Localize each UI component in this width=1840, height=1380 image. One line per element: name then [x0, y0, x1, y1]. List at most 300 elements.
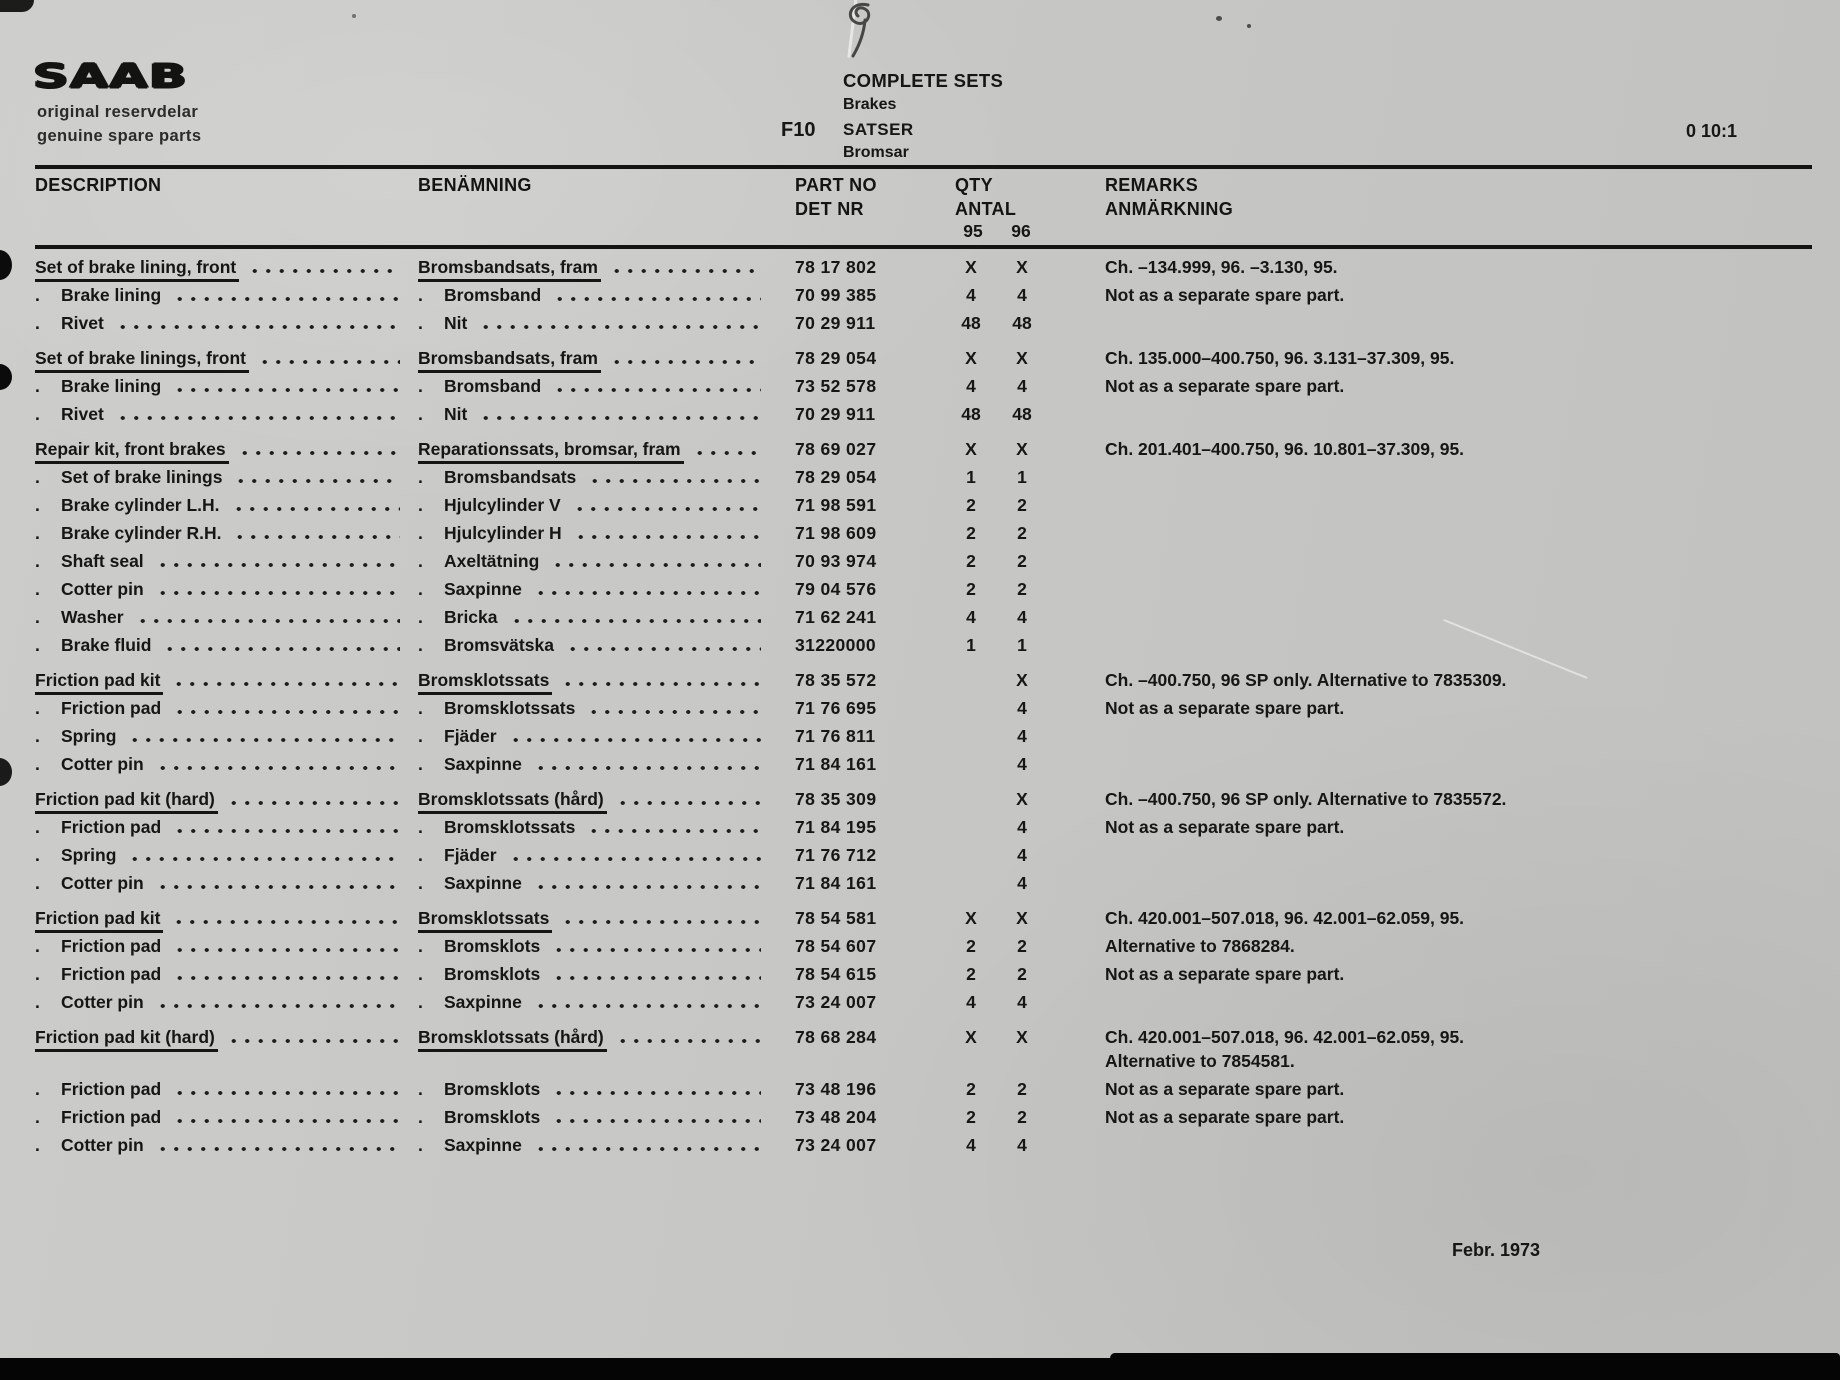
remark-text: Ch. 135.000–400.750, 96. 3.131–37.309, 95.: [1105, 348, 1455, 368]
description-label: Friction pad: [61, 817, 162, 837]
part-row: [35, 579, 1807, 599]
row-bullet: .: [35, 873, 40, 893]
benamning-cell: [418, 313, 795, 333]
part-row: [35, 845, 1807, 865]
dot-leader: [163, 647, 400, 652]
kit-row: [35, 908, 1807, 928]
part-row: [35, 992, 1807, 1012]
benamning-label: Hjulcylinder H: [444, 523, 562, 543]
dot-leader: [573, 507, 761, 512]
benamning-cell: [418, 817, 795, 837]
dot-leader: [116, 325, 400, 330]
description-label: Friction pad: [61, 1079, 162, 1099]
qty-96-value: X: [1016, 670, 1028, 690]
remark-cell: [1105, 908, 1807, 928]
benamning-label: Saxpinne: [444, 873, 522, 893]
qty-96-value: 2: [1017, 495, 1027, 515]
benamning-cell: [418, 789, 795, 809]
description-label: Friction pad kit (hard): [35, 789, 215, 809]
description-label: Cotter pin: [61, 873, 144, 893]
scan-speck: [1247, 24, 1251, 28]
part-number: 78 68 284: [795, 1027, 877, 1047]
benamning-cell: [418, 698, 795, 718]
qty-96-value: 4: [1017, 698, 1027, 718]
description-cell: [35, 607, 418, 627]
column-header-benamning: BENÄMNING: [418, 175, 532, 195]
column-header-qty: [955, 173, 1016, 221]
part-row: [35, 607, 1807, 627]
dot-leader: [173, 297, 400, 302]
benamning-label: Saxpinne: [444, 992, 522, 1012]
page-reference: 0 10:1: [1686, 121, 1738, 141]
part-number: 78 17 802: [795, 257, 877, 277]
description-label: Friction pad: [61, 936, 162, 956]
part-row: [35, 817, 1807, 837]
dot-leader: [534, 766, 761, 771]
dot-leader: [173, 1119, 400, 1124]
benamning-cell: [418, 376, 795, 396]
dot-leader: [227, 1039, 400, 1044]
remark-text: Not as a separate spare part.: [1105, 1079, 1345, 1099]
qty-96-value: 4: [1017, 817, 1027, 837]
benamning-cell: [418, 551, 795, 571]
dot-leader: [561, 682, 761, 687]
dot-leader: [534, 1147, 761, 1152]
benamning-cell: [418, 348, 795, 368]
page-title-sv: SATSER: [843, 120, 914, 139]
qty-line1: QTY: [955, 175, 993, 195]
description-cell: [35, 348, 418, 368]
row-bullet: .: [418, 1107, 423, 1127]
dot-leader: [693, 451, 761, 456]
dot-leader: [610, 360, 761, 365]
benamning-label: Bromsklotssats (hård): [418, 1027, 604, 1047]
benamning-label: Bromsklotssats: [444, 817, 576, 837]
dot-leader: [509, 738, 761, 743]
dot-leader: [552, 976, 761, 981]
benamning-cell: [418, 964, 795, 984]
dot-leader: [616, 1039, 761, 1044]
dot-leader: [553, 388, 761, 393]
description-label: Rivet: [61, 404, 104, 424]
description-cell: [35, 845, 418, 865]
qty-96-value: 4: [1017, 607, 1027, 627]
description-cell: [35, 908, 418, 928]
remark-text: Alternative to 7868284.: [1105, 936, 1295, 956]
part-number: 73 52 578: [795, 376, 877, 396]
description-label: Set of brake linings: [61, 467, 223, 487]
part-row: [35, 551, 1807, 571]
page-subtitle-en: Brakes: [843, 96, 897, 113]
part-number: 73 24 007: [795, 992, 877, 1012]
parts-group: [35, 908, 1807, 1012]
dot-leader: [534, 885, 761, 890]
part-number: 70 29 911: [795, 404, 876, 424]
qty-96-value: 4: [1017, 992, 1027, 1012]
qty-line2: ANTAL: [955, 199, 1017, 219]
dot-leader: [234, 479, 400, 484]
benamning-label: Fjäder: [444, 845, 497, 865]
description-label: Washer: [61, 607, 124, 627]
part-row: [35, 523, 1807, 543]
dot-leader: [173, 388, 400, 393]
remark-cell: [1105, 1027, 1807, 1071]
benamning-cell: [418, 439, 795, 459]
column-header-description: DESCRIPTION: [35, 175, 162, 195]
row-bullet: .: [35, 698, 40, 718]
dot-leader: [227, 801, 400, 806]
qty-96-value: 4: [1017, 1135, 1027, 1155]
row-bullet: .: [35, 1079, 40, 1099]
row-bullet: .: [418, 551, 423, 571]
qty-96-value: 2: [1017, 523, 1027, 543]
benamning-label: Nit: [444, 404, 468, 424]
row-bullet: .: [35, 845, 40, 865]
remark-cell: [1105, 670, 1807, 690]
publication-date: Febr. 1973: [1452, 1240, 1541, 1260]
kit-row: [35, 789, 1807, 809]
part-row: [35, 726, 1807, 746]
row-bullet: .: [418, 467, 423, 487]
part-row: [35, 313, 1807, 333]
part-no-line2: DET NR: [795, 199, 864, 219]
qty-96-value: 48: [1012, 404, 1032, 424]
parts-group: [35, 789, 1807, 893]
qty-96-value: X: [1016, 789, 1028, 809]
row-bullet: .: [418, 698, 423, 718]
qty-95-value: 2: [966, 1079, 976, 1099]
description-label: Repair kit, front brakes: [35, 439, 226, 459]
dot-leader: [479, 416, 761, 421]
dot-leader: [616, 801, 761, 806]
part-row: [35, 376, 1807, 396]
row-bullet: .: [35, 376, 40, 396]
dot-leader: [173, 710, 400, 715]
dot-leader: [588, 479, 761, 484]
dot-leader: [566, 647, 761, 652]
part-number: 78 54 615: [795, 964, 877, 984]
qty-col-96: 96: [1011, 221, 1031, 241]
description-label: Friction pad kit (hard): [35, 1027, 215, 1047]
benamning-cell: [418, 404, 795, 424]
part-row: [35, 873, 1807, 893]
part-no-line1: PART NO: [795, 175, 877, 195]
remark-cell: [1105, 1079, 1807, 1099]
benamning-label: Bromsklots: [444, 964, 541, 984]
qty-96-value: 2: [1017, 964, 1027, 984]
benamning-cell: [418, 908, 795, 928]
description-label: Friction pad kit: [35, 670, 161, 690]
dot-leader: [553, 297, 761, 302]
part-number: 73 24 007: [795, 1135, 877, 1155]
qty-95-value: 1: [966, 467, 976, 487]
remark-cell: [1105, 698, 1807, 718]
remark-text: Not as a separate spare part.: [1105, 964, 1345, 984]
row-bullet: .: [418, 404, 423, 424]
scan-corner-mark: [0, 0, 34, 12]
row-bullet: .: [418, 873, 423, 893]
part-row: [35, 1079, 1807, 1099]
remark-text: Ch. 420.001–507.018, 96. 42.001–62.059, 95.: [1105, 908, 1465, 928]
remark-cell: [1105, 439, 1807, 459]
description-cell: [35, 873, 418, 893]
benamning-label: Fjäder: [444, 726, 497, 746]
part-row: [35, 754, 1807, 774]
qty-96-value: 1: [1017, 635, 1027, 655]
description-label: Brake cylinder R.H.: [61, 523, 222, 543]
remark-cell: [1105, 348, 1807, 368]
part-number: 70 93 974: [795, 551, 877, 571]
part-number: 73 48 204: [795, 1107, 877, 1127]
part-row: [35, 495, 1807, 515]
qty-96-value: X: [1016, 348, 1028, 368]
part-number: 71 76 695: [795, 698, 877, 718]
part-number: 78 69 027: [795, 439, 877, 459]
row-bullet: .: [418, 754, 423, 774]
description-label: Brake cylinder L.H.: [61, 495, 220, 515]
benamning-cell: [418, 726, 795, 746]
row-bullet: .: [418, 726, 423, 746]
remark-cell: [1105, 964, 1807, 984]
dot-leader: [156, 1147, 400, 1152]
qty-year-columns: [952, 221, 1046, 242]
qty-95-value: 2: [966, 936, 976, 956]
dot-leader: [232, 507, 400, 512]
row-bullet: .: [35, 964, 40, 984]
qty-95-value: 1: [966, 635, 976, 655]
description-cell: [35, 439, 418, 459]
qty-95-value: 2: [966, 495, 976, 515]
row-bullet: .: [35, 635, 40, 655]
dot-leader: [552, 1119, 761, 1124]
qty-96-value: 4: [1017, 754, 1027, 774]
remarks-line1: REMARKS: [1105, 175, 1199, 195]
kit-row: [35, 439, 1807, 459]
scan-speck: [352, 14, 356, 18]
part-number: 78 35 309: [795, 789, 877, 809]
qty-95-value: 4: [966, 607, 976, 627]
parts-group: [35, 1027, 1807, 1155]
description-cell: [35, 936, 418, 956]
description-cell: [35, 670, 418, 690]
benamning-cell: [418, 1079, 795, 1099]
dot-leader: [587, 710, 761, 715]
qty-96-value: 4: [1017, 845, 1027, 865]
benamning-label: Bromsbandsats, fram: [418, 348, 598, 368]
description-label: Cotter pin: [61, 754, 144, 774]
description-cell: [35, 789, 418, 809]
benamning-label: Hjulcylinder V: [444, 495, 561, 515]
remark-text: Not as a separate spare part.: [1105, 376, 1345, 396]
dot-leader: [552, 948, 761, 953]
part-row: [35, 1107, 1807, 1127]
qty-95-value: 2: [966, 579, 976, 599]
row-bullet: .: [35, 607, 40, 627]
description-cell: [35, 817, 418, 837]
dot-leader: [172, 920, 400, 925]
description-cell: [35, 285, 418, 305]
dot-leader: [156, 766, 400, 771]
description-cell: [35, 523, 418, 543]
benamning-label: Bricka: [444, 607, 498, 627]
parts-group: [35, 670, 1807, 774]
header-rule: [35, 165, 1812, 169]
description-label: Friction pad kit: [35, 908, 161, 928]
remark-cell: [1105, 257, 1807, 277]
description-label: Spring: [61, 845, 117, 865]
kit-row: [35, 257, 1807, 277]
description-label: Brake fluid: [61, 635, 152, 655]
punch-hole-shadow: [0, 364, 12, 390]
row-bullet: .: [418, 936, 423, 956]
page-subtitle-sv: Bromsar: [843, 144, 909, 161]
dot-leader: [116, 416, 400, 421]
qty-96-value: 4: [1017, 873, 1027, 893]
benamning-cell: [418, 579, 795, 599]
row-bullet: .: [35, 726, 40, 746]
row-bullet: .: [418, 313, 423, 333]
row-bullet: .: [35, 936, 40, 956]
qty-96-value: 4: [1017, 285, 1027, 305]
dot-leader: [510, 619, 761, 624]
benamning-label: Bromsklotssats (hård): [418, 789, 604, 809]
kit-row: [35, 348, 1807, 368]
qty-95-value: 2: [966, 1107, 976, 1127]
row-bullet: .: [418, 285, 423, 305]
dot-leader: [233, 535, 400, 540]
benamning-label: Bromsklots: [444, 1079, 541, 1099]
qty-95-value: 2: [966, 551, 976, 571]
qty-95-value: X: [965, 1027, 977, 1047]
remark-cell: [1105, 285, 1807, 305]
part-row: [35, 1135, 1807, 1155]
qty-95-value: 2: [966, 964, 976, 984]
remark-cell: [1105, 789, 1807, 809]
dot-leader: [136, 619, 400, 624]
benamning-label: Bromsband: [444, 285, 542, 305]
qty-96-value: 2: [1017, 1107, 1027, 1127]
remark-text: Ch. –134.999, 96. –3.130, 95.: [1105, 257, 1338, 277]
section-code: F10: [781, 119, 816, 141]
part-number: 70 99 385: [795, 285, 877, 305]
description-cell: [35, 257, 418, 277]
dot-leader: [156, 563, 400, 568]
saab-logo: SAAB: [33, 57, 188, 96]
dot-leader: [534, 1004, 761, 1009]
benamning-cell: [418, 467, 795, 487]
qty-96-value: X: [1016, 257, 1028, 277]
description-cell: [35, 1027, 418, 1047]
part-number: 78 54 607: [795, 936, 877, 956]
dot-leader: [156, 885, 400, 890]
dot-leader: [173, 829, 400, 834]
part-number: 78 35 572: [795, 670, 877, 690]
row-bullet: .: [418, 964, 423, 984]
row-bullet: .: [35, 523, 40, 543]
qty-95-value: 4: [966, 285, 976, 305]
description-cell: [35, 376, 418, 396]
row-bullet: .: [35, 404, 40, 424]
remark-cell: [1105, 1107, 1807, 1127]
part-row: [35, 936, 1807, 956]
dot-leader: [173, 976, 400, 981]
part-number: 70 29 911: [795, 313, 876, 333]
benamning-label: Bromsklots: [444, 936, 541, 956]
row-bullet: .: [35, 1107, 40, 1127]
pen-mark: [828, 0, 900, 60]
row-bullet: .: [35, 467, 40, 487]
description-label: Set of brake linings, front: [35, 348, 246, 368]
row-bullet: .: [418, 579, 423, 599]
benamning-label: Bromsklotssats: [418, 670, 550, 690]
row-bullet: .: [35, 285, 40, 305]
row-bullet: .: [418, 992, 423, 1012]
dot-leader: [173, 1091, 400, 1096]
description-cell: [35, 467, 418, 487]
parts-group: [35, 439, 1807, 655]
qty-95-value: 4: [966, 376, 976, 396]
dot-leader: [561, 920, 761, 925]
benamning-label: Bromsbandsats: [444, 467, 577, 487]
dot-leader: [172, 682, 400, 687]
description-label: Spring: [61, 726, 117, 746]
qty-col-95: 95: [963, 221, 983, 241]
parts-group: [35, 348, 1807, 424]
part-row: [35, 467, 1807, 487]
qty-96-value: 1: [1017, 467, 1027, 487]
description-label: Friction pad: [61, 1107, 162, 1127]
part-row: [35, 285, 1807, 305]
description-label: Friction pad: [61, 698, 162, 718]
description-cell: [35, 404, 418, 424]
description-cell: [35, 992, 418, 1012]
description-cell: [35, 754, 418, 774]
description-cell: [35, 1079, 418, 1099]
part-number: 78 29 054: [795, 467, 877, 487]
qty-96-value: X: [1016, 439, 1028, 459]
qty-96-value: X: [1016, 908, 1028, 928]
dot-leader: [156, 591, 400, 596]
description-cell: [35, 313, 418, 333]
part-number: 71 98 591: [795, 495, 877, 515]
remark-text: Alternative to 7854581.: [1105, 1051, 1295, 1071]
remark-text: Not as a separate spare part.: [1105, 1107, 1345, 1127]
dot-leader: [509, 857, 761, 862]
qty-95-value: X: [965, 257, 977, 277]
benamning-label: Bromsvätska: [444, 635, 554, 655]
qty-95-value: 4: [966, 992, 976, 1012]
description-label: Rivet: [61, 313, 104, 333]
benamning-label: Saxpinne: [444, 1135, 522, 1155]
row-bullet: .: [35, 313, 40, 333]
description-cell: [35, 964, 418, 984]
description-cell: [35, 579, 418, 599]
part-number: 71 84 161: [795, 873, 877, 893]
benamning-label: Nit: [444, 313, 468, 333]
part-number: 71 98 609: [795, 523, 877, 543]
description-cell: [35, 495, 418, 515]
part-number: 73 48 196: [795, 1079, 877, 1099]
qty-96-value: 48: [1012, 313, 1032, 333]
part-number: 79 04 576: [795, 579, 877, 599]
row-bullet: .: [418, 523, 423, 543]
benamning-cell: [418, 607, 795, 627]
dot-leader: [479, 325, 761, 330]
remarks-line2: ANMÄRKNING: [1105, 199, 1233, 219]
dot-leader: [248, 269, 400, 274]
benamning-cell: [418, 1135, 795, 1155]
dot-leader: [534, 591, 761, 596]
